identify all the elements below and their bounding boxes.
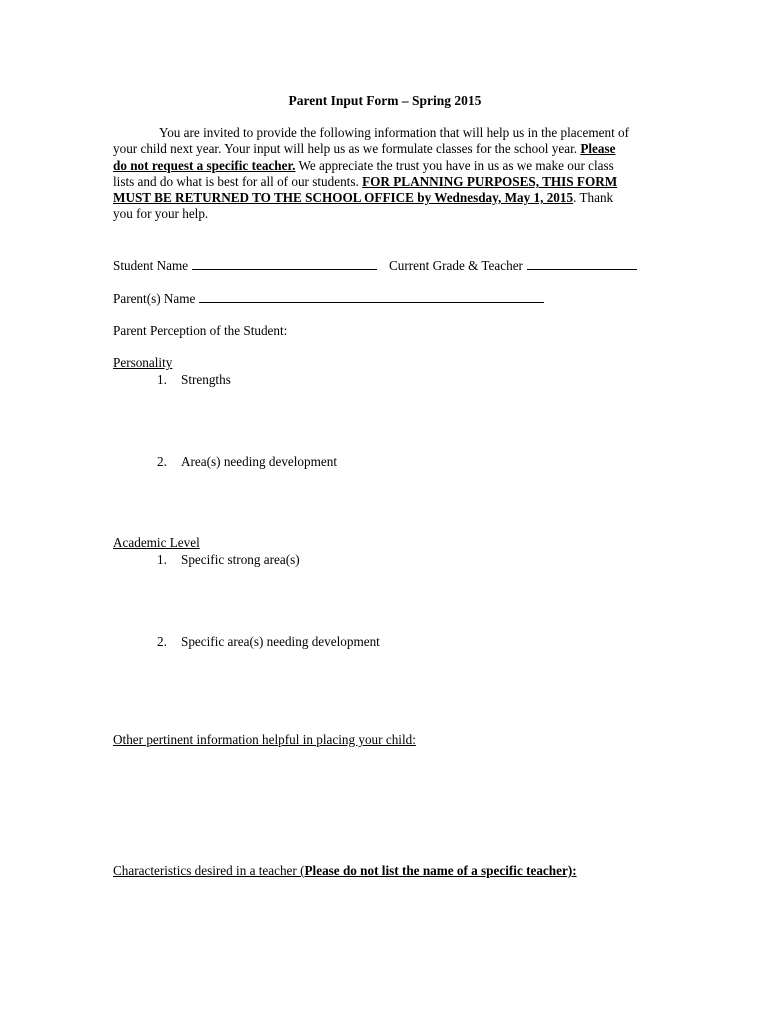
intro-line-4 xyxy=(113,174,658,190)
intro-planning-purposes: FOR PLANNING PURPOSES, THIS FORM xyxy=(362,173,618,189)
academic-heading: Academic Level xyxy=(113,535,200,550)
list-number: 2. xyxy=(157,454,167,469)
list-number: 1. xyxy=(157,552,167,567)
intro-line-1: You are invited to provide the following information that will help us in the placement of xyxy=(159,125,630,140)
form-title: Parent Input Form – Spring 2015 xyxy=(288,93,482,108)
intro-please-emphasis: Please xyxy=(580,141,616,157)
intro-line-2 xyxy=(113,141,658,157)
intro-line-5-text: . Thank xyxy=(573,190,614,206)
intro-line-4-text: lists and do what is best for all of our students. xyxy=(113,173,363,189)
personality-strengths-label: Strengths xyxy=(181,372,231,387)
student-name-row xyxy=(113,257,377,274)
parents-name-field[interactable] xyxy=(199,290,544,303)
personality-development-label: Area(s) needing development xyxy=(181,454,337,469)
intro-paragraph xyxy=(113,125,658,223)
student-name-label: Student Name xyxy=(113,258,189,273)
parents-name-row xyxy=(113,290,544,307)
intro-line-5 xyxy=(113,190,658,206)
current-grade-label: Current Grade & Teacher xyxy=(389,258,523,273)
academic-item-2 xyxy=(157,634,380,650)
personality-heading: Personality xyxy=(113,355,173,370)
intro-return-deadline: MUST BE RETURNED TO THE SCHOOL OFFICE by Wednesday, May 1, 2015 xyxy=(113,190,574,206)
personality-item-1 xyxy=(157,372,231,388)
personality-item-2 xyxy=(157,454,337,470)
academic-strong-label: Specific strong area(s) xyxy=(181,552,300,567)
intro-no-teacher-request: do not request a specific teacher. xyxy=(113,157,296,173)
academic-item-1 xyxy=(157,552,300,568)
student-name-field[interactable] xyxy=(192,257,377,270)
other-info-heading: Other pertinent information helpful in placing your child: xyxy=(113,732,416,747)
intro-line-2-text: your child next year. Your input will help us as we formulate classes for the school year. xyxy=(113,141,581,157)
intro-line-6: you for your help. xyxy=(113,206,209,222)
parents-name-label: Parent(s) Name xyxy=(113,291,196,306)
list-number: 2. xyxy=(157,634,167,649)
current-grade-field[interactable] xyxy=(527,257,637,270)
characteristics-heading xyxy=(113,863,577,879)
current-grade-row xyxy=(389,257,637,274)
list-number: 1. xyxy=(157,372,167,387)
characteristics-no-teacher-name: Please do not list the name of a specific teacher): xyxy=(304,863,577,878)
characteristics-prefix: Characteristics desired in a teacher ( xyxy=(113,863,305,878)
academic-development-label: Specific area(s) needing development xyxy=(181,634,380,649)
perception-heading: Parent Perception of the Student: xyxy=(113,323,288,338)
intro-line-3-text: We appreciate the trust you have in us as we make our class xyxy=(295,157,614,173)
intro-line-3 xyxy=(113,158,658,174)
